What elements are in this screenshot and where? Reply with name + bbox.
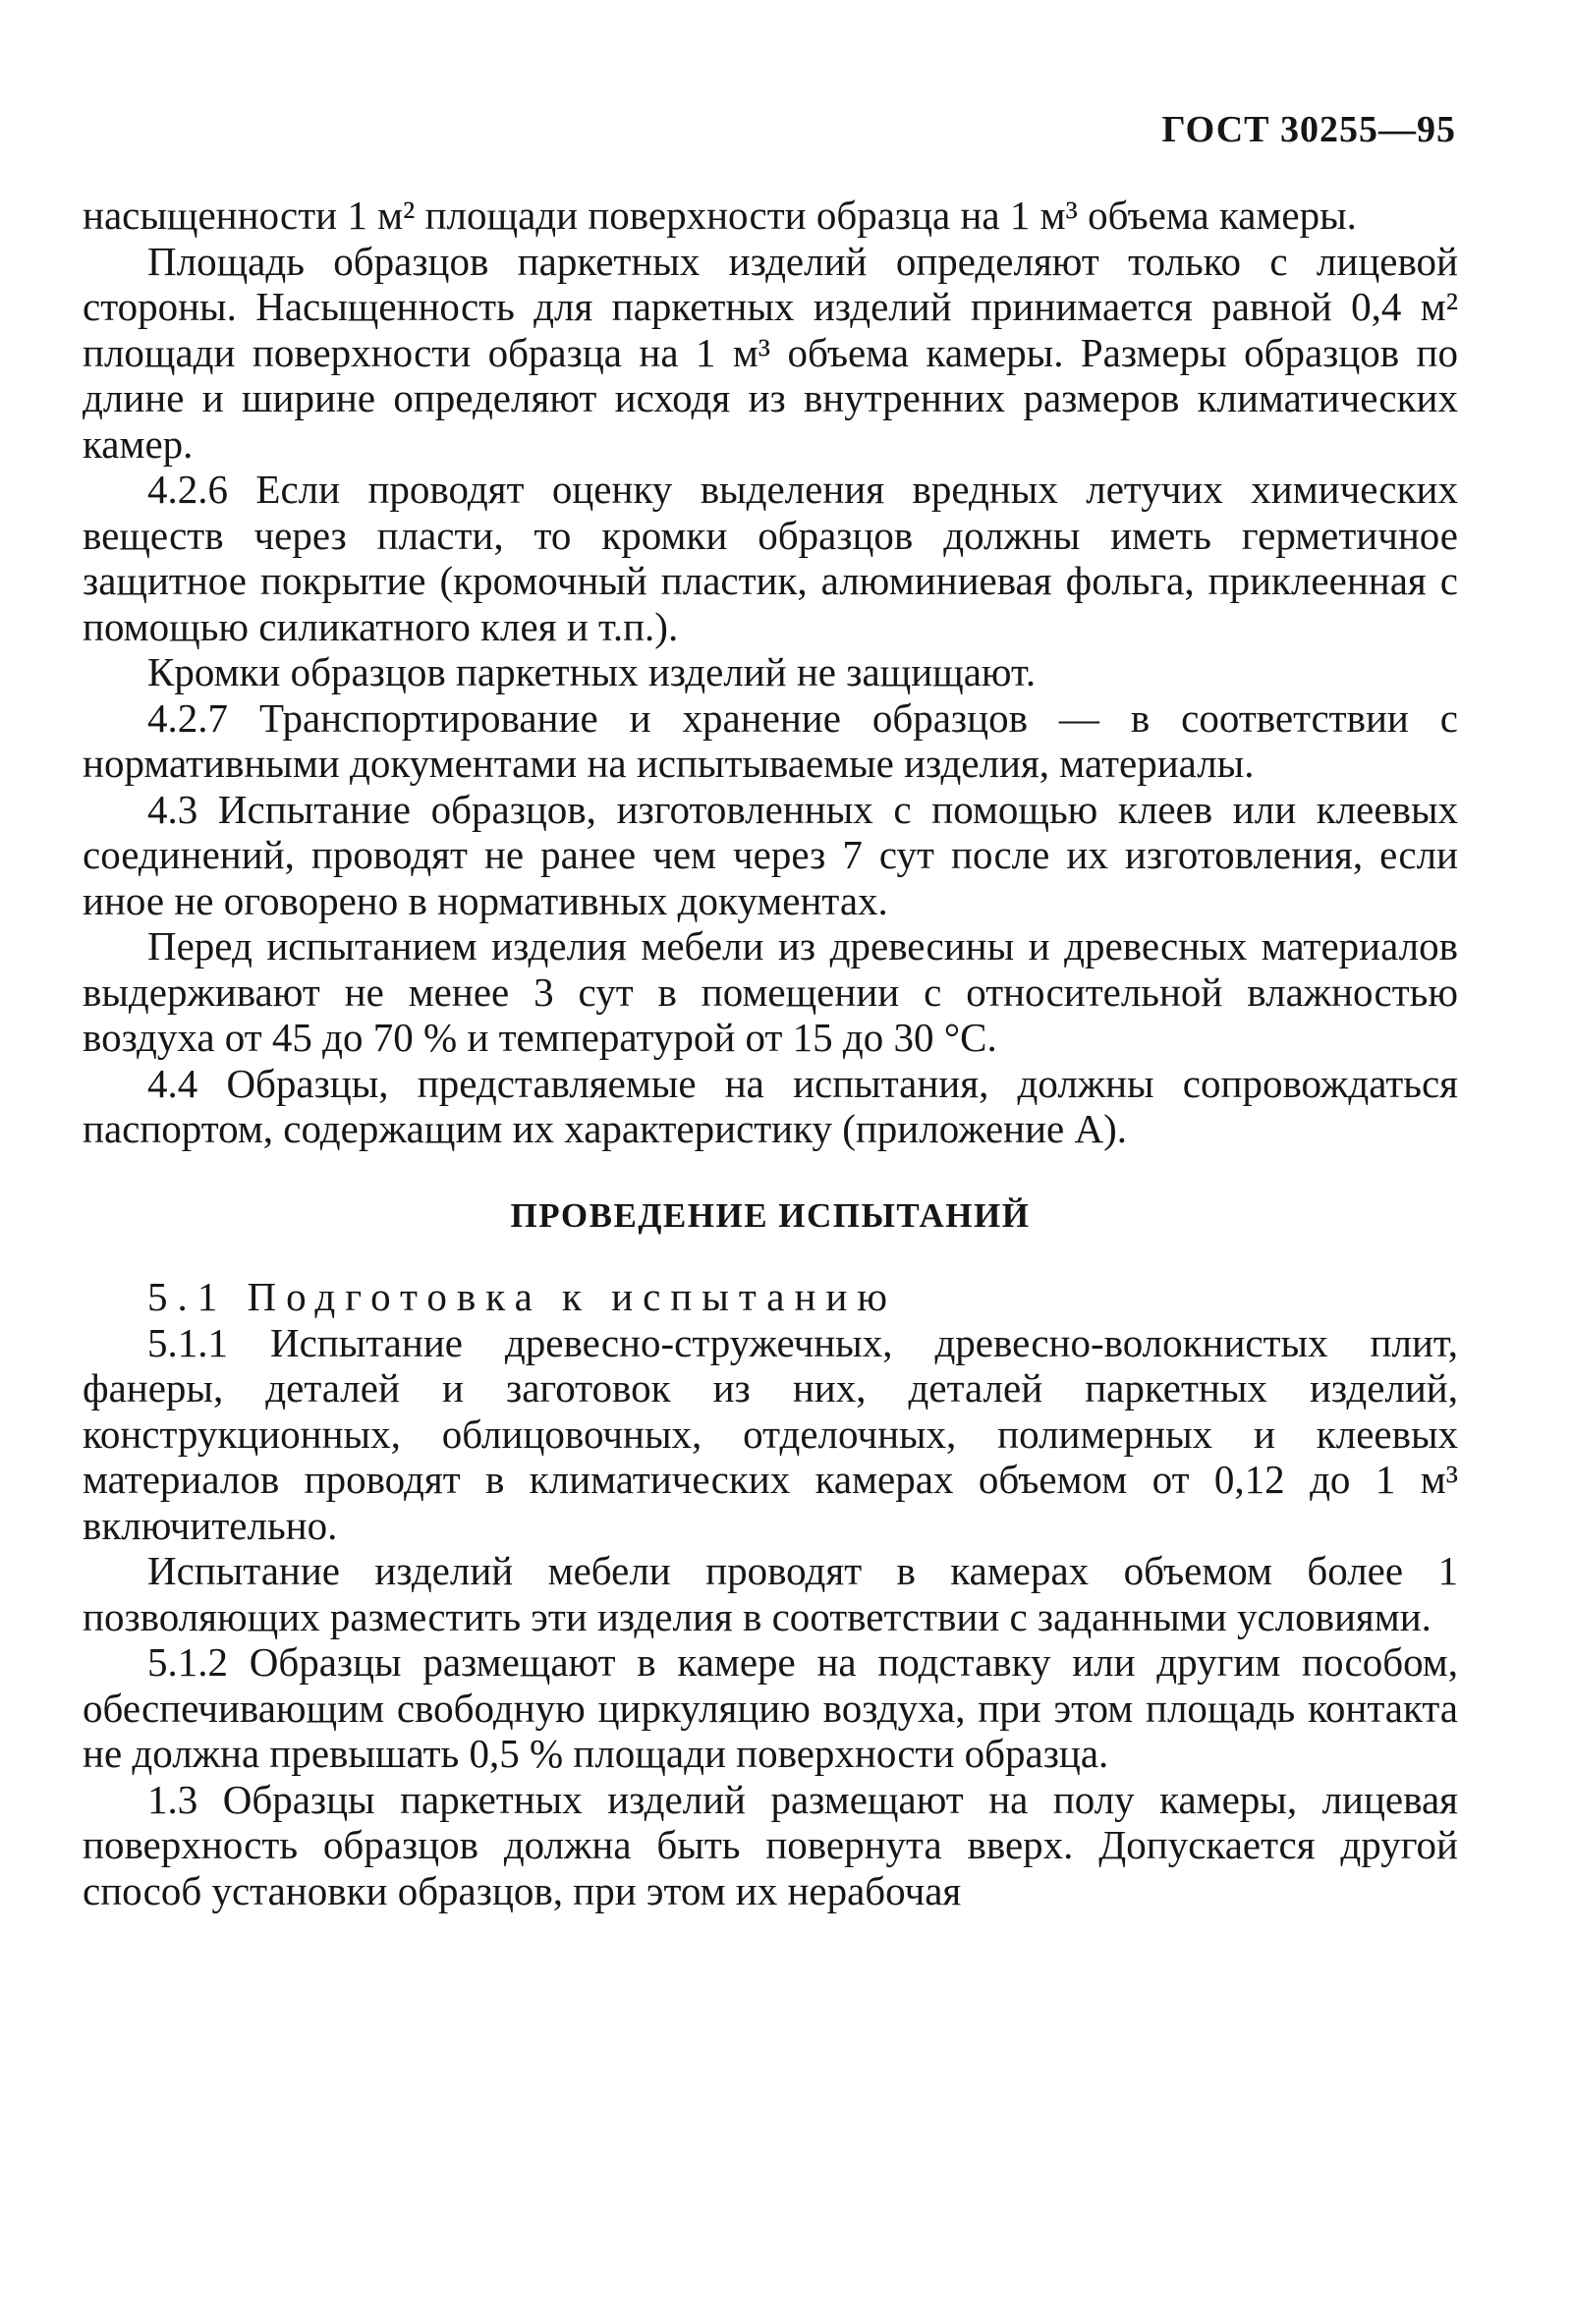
- paragraph: Кромки образцов паркетных изделий не защищают.: [147, 649, 1037, 694]
- page-header-doc-number: ГОСТ 30255—95: [1161, 109, 1456, 150]
- paragraph: 1.3 Образцы паркетных изделий размещают на полу камеры, лицевая поверхность образцов должна быть повернута вверх. Допускается другой способ установки образцов, при этом их нерабочая: [83, 1776, 1458, 1913]
- paragraph: 4.2.6 Если проводят оценку выделения вредных летучих химических веществ через пласти, то кромки образцов должны иметь герметичное защитное покрытие (кромочный пластик, алюминиевая фольга, приклеенная с помощью силикатного клея и т.п.).: [83, 467, 1458, 649]
- document-body: [83, 193, 1458, 1913]
- section-title: ПРОВЕДЕНИЕ ИСПЫТАНИЙ: [510, 1195, 1031, 1235]
- paragraph: Площадь образцов паркетных изделий определяют только с лицевой стороны. Насыщенность для паркетных изделий принимается равной 0,4 м² площади поверхности образца на 1 м³ объема камеры. Размеры образцов по длине и ширине определяют исходя из внутренних размеров климатических камер.: [83, 238, 1458, 467]
- paragraph: Перед испытанием изделия мебели из древесины и древесных материалов выдерживают не менее 3 сут в помещении с относительной влажностью воздуха от 45 до 70 % и температурой от 15 до 30 °С.: [83, 923, 1458, 1060]
- paragraph: 4.4 Образцы, представляемые на испытания, должны сопровождаться паспортом, содержащим их характеристику (приложение А).: [83, 1060, 1458, 1151]
- paragraph: 5.1.2 Образцы размещают в камере на подставку или другим пособом, обеспечивающим свободную циркуляцию воздуха, при этом площадь контакта не должна превышать 0,5 % площади поверхности образца.: [83, 1639, 1458, 1776]
- paragraph: насыщенности 1 м² площади поверхности образца на 1 м³ объема камеры.: [83, 193, 1357, 238]
- paragraph: 5.1.1 Испытание древесно-стружечных, древесно-волокнистых плит, фанеры, деталей и заготовок из них, деталей паркетных изделий, конструкционных, облицовочных, отделочных, полимерных и клеевых материалов проводят в климатических камерах объемом от 0,12 до 1 м³ включительно.: [83, 1319, 1458, 1548]
- subsection-heading: 5.1 Подготовка к испытанию: [147, 1274, 897, 1319]
- paragraph: Испытание изделий мебели проводят в камерах объемом более 1 позволяющих разместить эти изделия в соответствии с заданными условиями.: [83, 1548, 1458, 1639]
- paragraph: 4.3 Испытание образцов, изготовленных с помощью клеев или клеевых соединений, проводят не ранее чем через 7 сут после их изготовления, если иное не оговорено в нормативных документах.: [83, 786, 1458, 923]
- paragraph: 4.2.7 Транспортирование и хранение образцов — в соответствии с нормативными документами на испытываемые изделия, материалы.: [83, 694, 1458, 786]
